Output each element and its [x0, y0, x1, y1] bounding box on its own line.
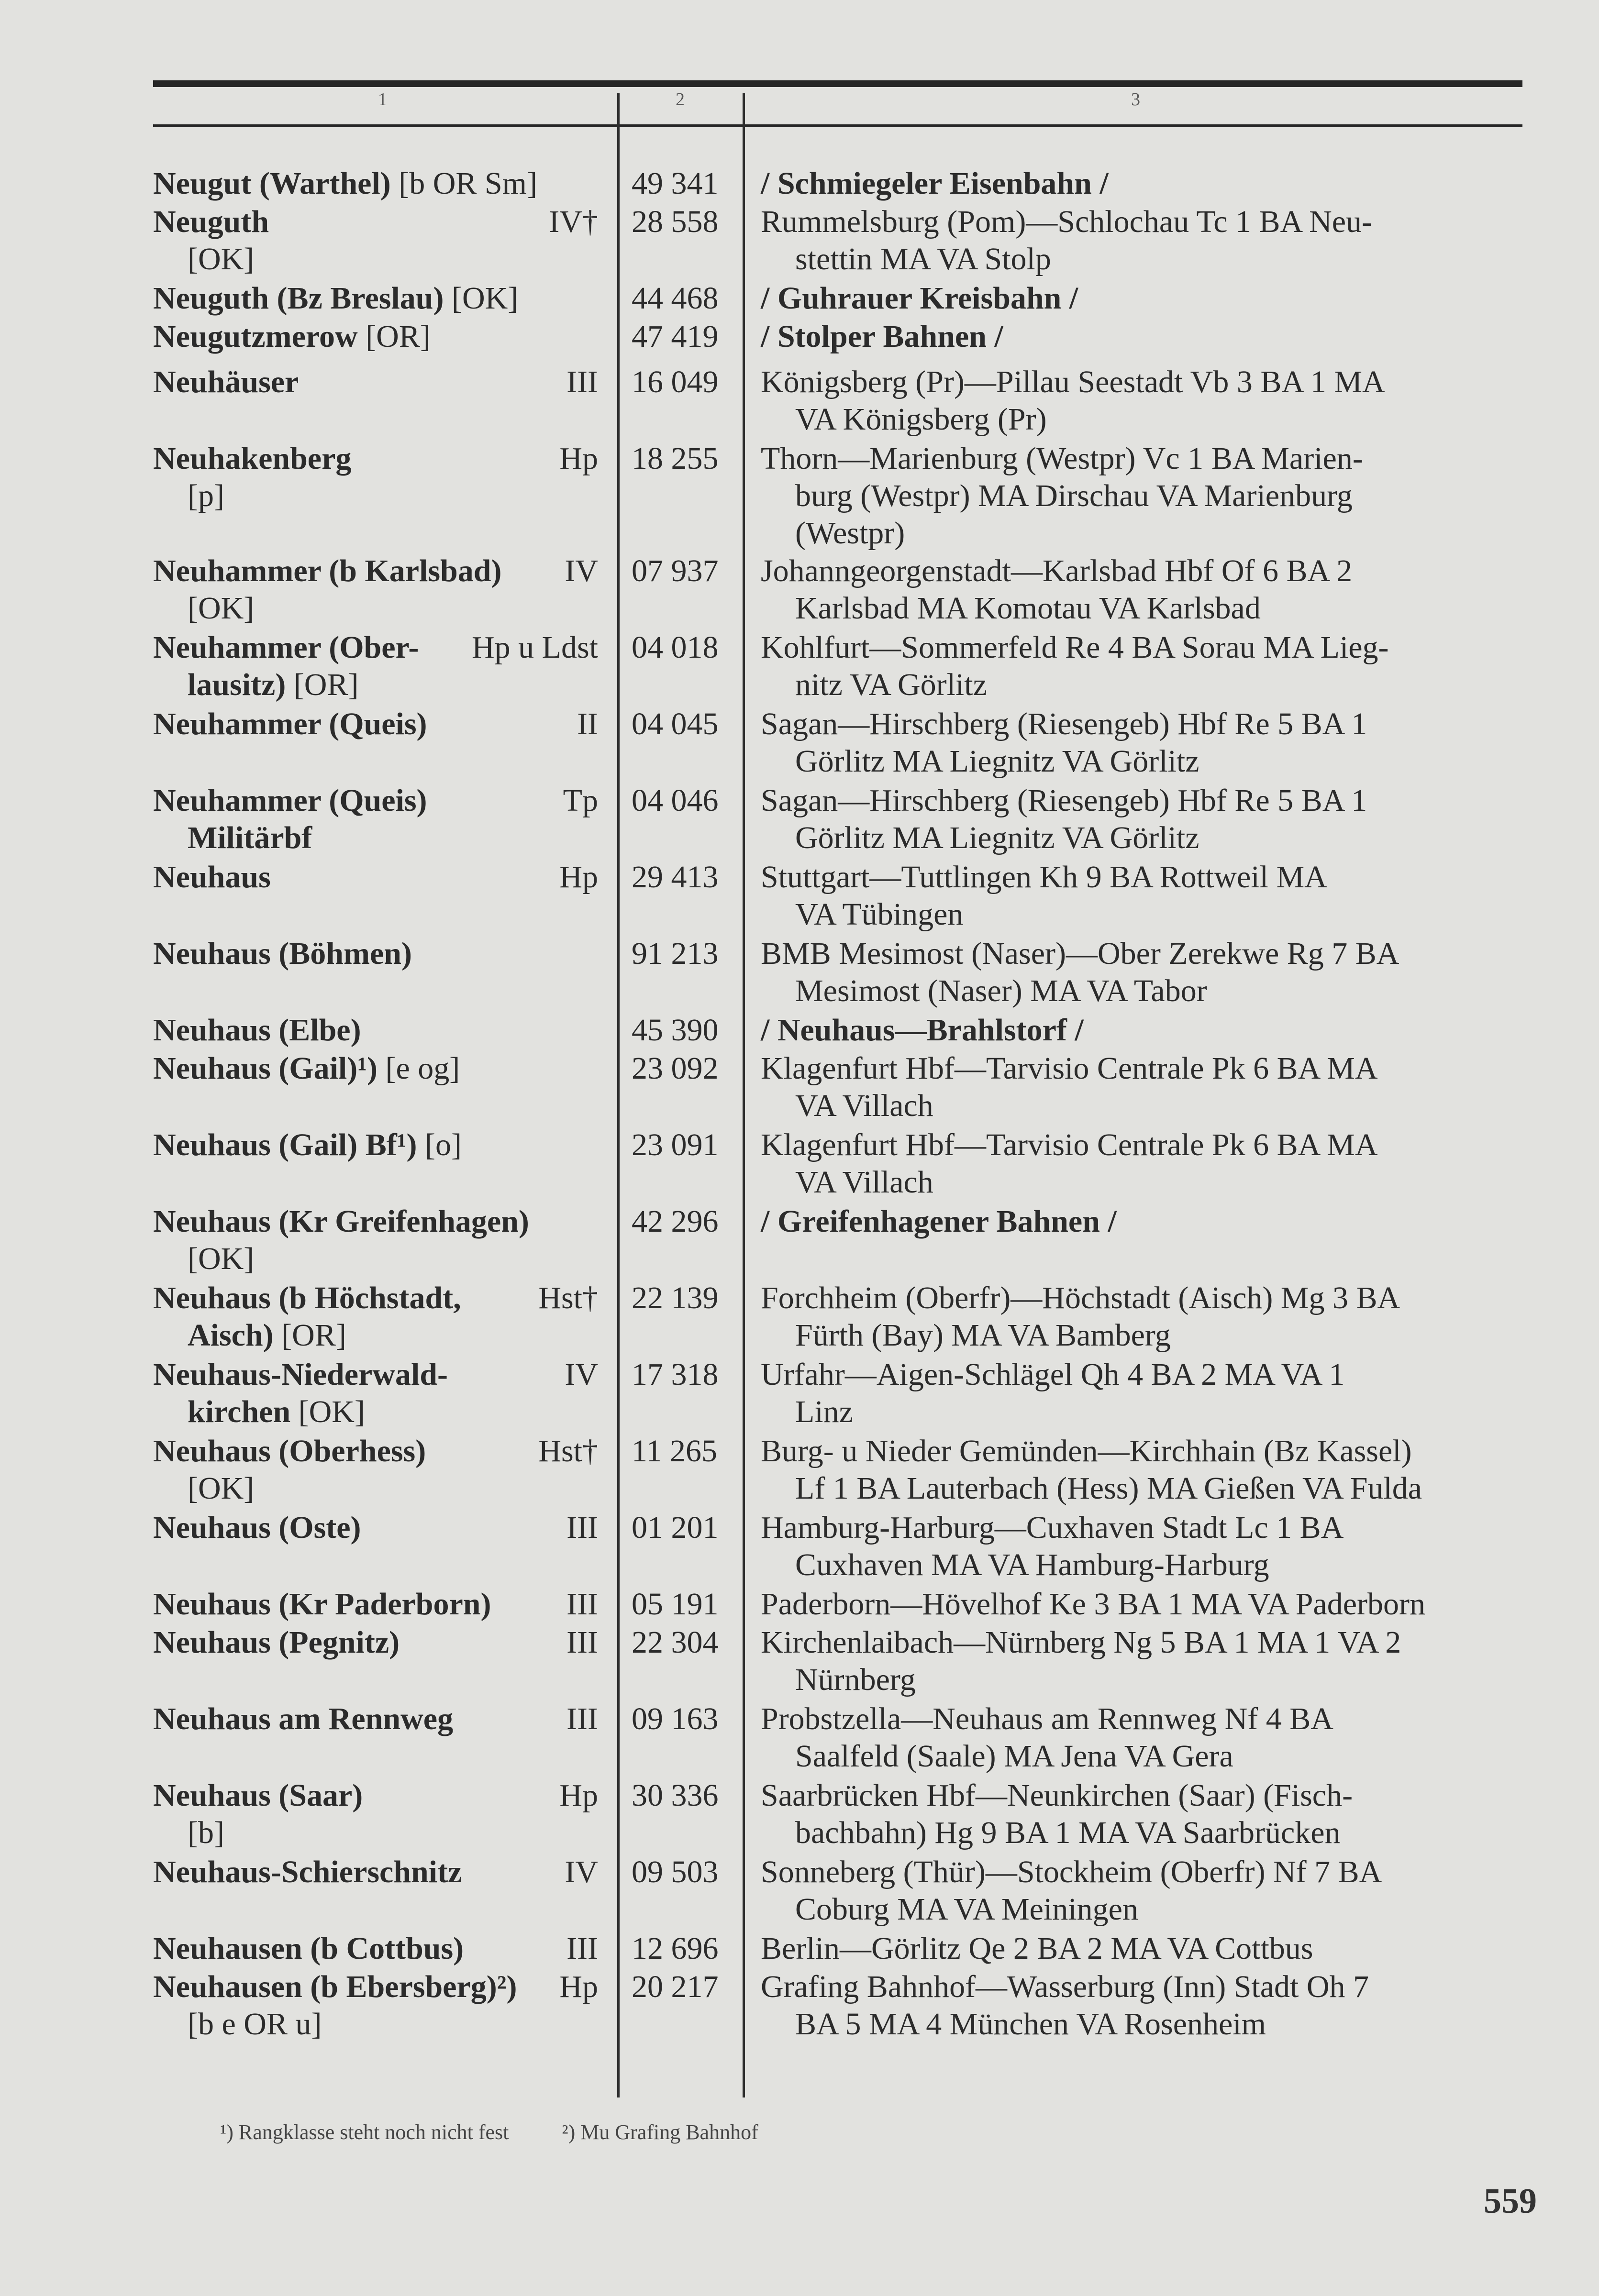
route-text-continued: Saalfeld (Saale) MA Jena VA Gera: [795, 1739, 1233, 1774]
rank-class: Tp: [563, 783, 598, 818]
station-number: 42 296: [632, 1204, 719, 1239]
route-cell: [761, 1433, 1599, 1507]
column-2-header: 2: [676, 89, 685, 110]
route-cell: [761, 552, 1599, 627]
rank-class: Hp: [559, 1969, 598, 2004]
station-number: 17 318: [632, 1357, 719, 1392]
station-number: 01 201: [632, 1510, 719, 1545]
route-text: Sonneberg (Thür)—Stockheim (Oberfr) Nf 7 BA: [761, 1854, 1382, 1889]
route-text: Probstzella—Neuhaus am Rennweg Nf 4 BA: [761, 1701, 1333, 1736]
station-code: [OK]: [298, 1394, 365, 1429]
station-name: Neuhausen (b Cottbus): [153, 1931, 464, 1966]
route-text: Kohlfurt—Sommerfeld Re 4 BA Sorau MA Lieg-: [761, 630, 1389, 665]
rank-class: Hp u Ldst: [472, 630, 598, 665]
route-text: Berlin—Görlitz Qe 2 BA 2 MA VA Cottbus: [761, 1931, 1313, 1966]
station-code: [b]: [188, 1815, 224, 1850]
station-name: Neuhammer (Ober-: [153, 630, 419, 665]
station-name: Neuhaus (Oste): [153, 1510, 361, 1545]
rank-class: IV: [565, 1854, 598, 1889]
station-code: [OR]: [293, 667, 359, 702]
station-number: 07 937: [632, 553, 719, 588]
route-text: Sagan—Hirschberg (Riesengeb) Hbf Re 5 BA 1: [761, 783, 1367, 818]
route-text: Grafing Bahnhof—Wasserburg (Inn) Stadt Oh 7: [761, 1969, 1369, 2004]
station-number: 09 163: [632, 1701, 719, 1736]
station-cell: [153, 1126, 598, 1164]
station-name: Neuhaus (Elbe): [153, 1013, 361, 1048]
route-cell: [761, 364, 1599, 438]
route-text-continued: VA Königsberg (Pr): [795, 402, 1047, 437]
station-number: 91 213: [632, 936, 719, 971]
route-text: Paderborn—Hövelhof Ke 3 BA 1 MA VA Paderborn: [761, 1587, 1425, 1622]
route-text-continued: bachbahn) Hg 9 BA 1 MA VA Saarbrücken: [795, 1815, 1341, 1850]
route-cell: [761, 1700, 1599, 1775]
station-number: 44 468: [632, 281, 719, 316]
station-number: 11 265: [632, 1434, 718, 1468]
route-text: Kirchenlaibach—Nürnberg Ng 5 BA 1 MA 1 VA 2: [761, 1625, 1401, 1660]
route-text: Saarbrücken Hbf—Neunkirchen (Saar) (Fisch-: [761, 1778, 1353, 1813]
station-name: Neuhaus (Böhmen): [153, 936, 412, 971]
station-number: 18 255: [632, 441, 719, 476]
rank-class: III: [566, 1510, 598, 1545]
rank-class: Hp: [559, 441, 598, 476]
rank-class: III: [566, 1625, 598, 1660]
station-number: 28 558: [632, 204, 719, 239]
route-text-continued: nitz VA Görlitz: [795, 667, 987, 702]
station-name-continued: lausitz): [188, 667, 286, 702]
station-name-continued: kirchen: [188, 1394, 291, 1429]
column-3-header: 3: [1131, 89, 1140, 110]
station-name: Neuhäuser: [153, 364, 299, 399]
station-name: Neuhaus (Oberhess): [153, 1434, 426, 1468]
station-name: Neuhaus (Kr Paderborn): [153, 1587, 491, 1622]
station-number: 16 049: [632, 364, 719, 399]
station-number: 29 413: [632, 860, 719, 894]
route-text: Sagan—Hirschberg (Riesengeb) Hbf Re 5 BA 1: [761, 706, 1367, 741]
station-cell: [153, 318, 598, 355]
route-cell: [761, 1280, 1599, 1354]
station-name: Neuhammer (Queis): [153, 783, 427, 818]
station-number: 22 304: [632, 1625, 719, 1660]
route-text: Rummelsburg (Pom)—Schlochau Tc 1 BA Neu-: [761, 204, 1373, 239]
station-name: Neuhammer (b Karlsbad): [153, 553, 502, 588]
station-code: [OK]: [188, 1471, 255, 1506]
station-number: 49 341: [632, 166, 719, 201]
route-text-continued: BA 5 MA 4 München VA Rosenheim: [795, 2007, 1266, 2042]
route-text-continued: VA Villach: [795, 1088, 933, 1123]
station-name-continued: Militärbf: [188, 820, 312, 855]
station-cell: [153, 1050, 598, 1087]
route-text-continued: Fürth (Bay) MA VA Bamberg: [795, 1318, 1171, 1353]
station-cell: [153, 165, 598, 202]
route-text: Urfahr—Aigen-Schlägel Qh 4 BA 2 MA VA 1: [761, 1357, 1345, 1392]
route-text-continued: VA Villach: [795, 1165, 933, 1200]
station-code: [OK]: [188, 242, 255, 276]
route-cell: [761, 1203, 1599, 1240]
route-text: Forchheim (Oberfr)—Höchstadt (Aisch) Mg 3 BA: [761, 1280, 1400, 1315]
station-code: [OK]: [188, 591, 255, 626]
rank-class: III: [566, 364, 598, 399]
route-cell: [761, 1356, 1599, 1431]
route-text: BMB Mesimost (Naser)—Ober Zerekwe Rg 7 BA: [761, 936, 1399, 971]
rank-class: IV: [565, 553, 598, 588]
station-name: Neuhaus: [153, 860, 271, 894]
route-text: / Greifenhagener Bahnen /: [761, 1204, 1117, 1239]
route-cell: [761, 280, 1599, 317]
rank-class: III: [566, 1701, 598, 1736]
route-text-continued: Cuxhaven MA VA Hamburg-Harburg: [795, 1547, 1269, 1582]
station-name: Neuguth (Bz Breslau): [153, 281, 444, 316]
station-code: [OR]: [281, 1318, 346, 1353]
station-number: 22 139: [632, 1280, 719, 1315]
rank-class: III: [566, 1931, 598, 1966]
route-cell: [761, 1126, 1599, 1201]
route-text-continued: Linz: [795, 1394, 853, 1429]
route-cell: [761, 318, 1599, 355]
station-code: [p]: [188, 478, 224, 513]
station-number: 45 390: [632, 1013, 719, 1048]
station-cell: [153, 280, 598, 317]
station-name: Neuhaus am Rennweg: [153, 1701, 454, 1736]
route-text: Hamburg-Harburg—Cuxhaven Stadt Lc 1 BA: [761, 1510, 1344, 1545]
station-number: 20 217: [632, 1969, 719, 2004]
route-text-continued: Görlitz MA Liegnitz VA Görlitz: [795, 820, 1199, 855]
station-name: Neuhaus-Schierschnitz: [153, 1854, 462, 1889]
footnotes: [220, 2120, 806, 2144]
rank-class: Hst†: [538, 1280, 598, 1315]
route-text: Johanngeorgenstadt—Karlsbad Hbf Of 6 BA 2: [761, 553, 1353, 588]
station-number: 04 018: [632, 630, 719, 665]
station-code: [b e OR u]: [188, 2007, 322, 2042]
route-cell: [761, 440, 1599, 552]
route-text: / Schmiegeler Eisenbahn /: [761, 166, 1109, 201]
station-number: 12 696: [632, 1931, 719, 1966]
route-text: / Neuhaus—Brahlstorf /: [761, 1013, 1084, 1048]
station-name: Neuguth: [153, 204, 269, 239]
station-name: Neuhaus (Pegnitz): [153, 1625, 400, 1660]
route-cell: [761, 1586, 1599, 1623]
route-text-continued: (Westpr): [795, 516, 905, 551]
station-cell: [153, 1012, 598, 1049]
station-code: [o]: [425, 1127, 462, 1162]
station-name: Neuhaus (Saar): [153, 1778, 363, 1813]
rank-class: Hp: [559, 860, 598, 894]
route-text: / Stolper Bahnen /: [761, 319, 1003, 354]
route-text: Königsberg (Pr)—Pillau Seestadt Vb 3 BA 1 MA: [761, 364, 1385, 399]
route-text: Burg- u Nieder Gemünden—Kirchhain (Bz Kassel): [761, 1434, 1412, 1468]
route-cell: [761, 1624, 1599, 1699]
header-rule: [153, 124, 1522, 127]
station-name: Neuhaus (Kr Greifenhagen): [153, 1204, 529, 1239]
column-1-header: 1: [378, 89, 387, 110]
page-number: 559: [1484, 2182, 1537, 2221]
route-text-continued: Mesimost (Naser) MA VA Tabor: [795, 973, 1207, 1008]
station-name: Neuhaus (Gail) Bf¹): [153, 1127, 417, 1162]
route-text-continued: Karlsbad MA Komotau VA Karlsbad: [795, 591, 1261, 626]
station-name: Neuhammer (Queis): [153, 706, 427, 741]
route-text: Klagenfurt Hbf—Tarvisio Centrale Pk 6 BA MA: [761, 1051, 1378, 1086]
station-code: [OK]: [188, 1241, 255, 1276]
station-number: 30 336: [632, 1778, 719, 1813]
route-cell: [761, 165, 1599, 202]
station-name: Neuhakenberg: [153, 441, 352, 476]
route-cell: [761, 935, 1599, 1010]
rank-class: IV†: [549, 204, 598, 239]
route-cell: [761, 1012, 1599, 1049]
route-text: / Guhrauer Kreisbahn /: [761, 281, 1078, 316]
route-cell: [761, 203, 1599, 278]
station-name: Neuhaus (Gail)¹): [153, 1051, 378, 1086]
route-text: Thorn—Marienburg (Westpr) Vc 1 BA Marien-: [761, 441, 1363, 476]
route-text-continued: VA Tübingen: [795, 897, 964, 932]
route-cell: [761, 1050, 1599, 1125]
route-cell: [761, 1854, 1599, 1928]
station-cell: [153, 1203, 598, 1278]
station-number: 23 092: [632, 1051, 719, 1086]
station-cell: [153, 935, 598, 972]
station-name: Neuhaus (b Höchstadt,: [153, 1280, 461, 1315]
column-divider-1: [617, 93, 620, 2097]
rank-class: II: [577, 706, 598, 741]
route-text-continued: stettin MA VA Stolp: [795, 242, 1051, 276]
route-text-continued: burg (Westpr) MA Dirschau VA Marienburg: [795, 478, 1353, 513]
top-rule: [153, 80, 1522, 87]
station-number: 23 091: [632, 1127, 719, 1162]
rank-class: Hp: [559, 1778, 598, 1813]
station-number: 47 419: [632, 319, 719, 354]
rank-class: IV: [565, 1357, 598, 1392]
footnote-2: ²) Mu Grafing Bahnhof: [562, 2120, 758, 2144]
station-name: Neugutzmerow: [153, 319, 358, 354]
route-cell: [761, 706, 1599, 780]
station-number: 09 503: [632, 1854, 719, 1889]
station-name: Neugut (Warthel): [153, 166, 391, 201]
route-text-continued: Coburg MA VA Meiningen: [795, 1892, 1138, 1927]
route-cell: [761, 859, 1599, 933]
route-cell: [761, 1930, 1599, 1967]
route-cell: [761, 1968, 1599, 2043]
station-name: Neuhausen (b Ebersberg)²): [153, 1969, 517, 2004]
rank-class: Hst†: [538, 1434, 598, 1468]
route-text-continued: Görlitz MA Liegnitz VA Görlitz: [795, 744, 1199, 779]
route-text-continued: Lf 1 BA Lauterbach (Hess) MA Gießen VA Fulda: [795, 1471, 1422, 1506]
route-text-continued: Nürnberg: [795, 1662, 916, 1697]
rank-class: III: [566, 1587, 598, 1622]
route-cell: [761, 1509, 1599, 1584]
route-cell: [761, 1777, 1599, 1852]
footnote-1: ¹) Rangklasse steht noch nicht fest: [220, 2120, 509, 2144]
route-text: Stuttgart—Tuttlingen Kh 9 BA Rottweil MA: [761, 860, 1327, 894]
route-text: Klagenfurt Hbf—Tarvisio Centrale Pk 6 BA MA: [761, 1127, 1378, 1162]
station-number: 04 045: [632, 706, 719, 741]
route-cell: [761, 629, 1599, 704]
station-number: 05 191: [632, 1587, 719, 1622]
station-code: [OR]: [366, 319, 431, 354]
station-name-continued: Aisch): [188, 1318, 274, 1353]
station-code: [OK]: [451, 281, 519, 316]
route-cell: [761, 782, 1599, 857]
station-code: [e og]: [385, 1051, 460, 1086]
station-code: [b OR Sm]: [399, 166, 537, 201]
station-number: 04 046: [632, 783, 719, 818]
station-name: Neuhaus-Niederwald-: [153, 1357, 448, 1392]
